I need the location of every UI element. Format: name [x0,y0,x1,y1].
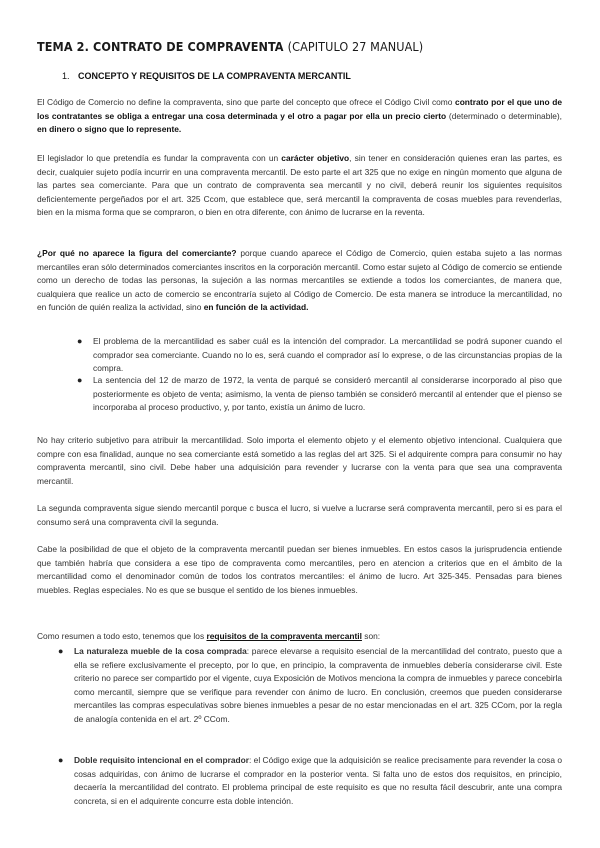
text-run: El legislador lo que pretendía es fundar la compraventa con un [37,153,282,163]
text-run-bold: carácter objetivo [281,153,350,163]
paragraph-resumen-requisitos [37,630,562,644]
text-run: : parece elevarse a requisito esencial de la mercantilidad del contrato, puesto que a ella se refiere exclusivamente el precepto, por lo que, en principio, la compraventa de inmuebles debería considerarse civil. Este criterio no parece ser compartido por el vigente, cuya Exposición de Motivos menciona la compra de inmuebles y parece concebirla como mercantil, siempre que se verifique para revender con ánimo de lucro. En conclusión, creemos que pueden considerarse mercantiles las compras especulativas sobre bienes inmuebles a pesar de no estar mencionadas en el art. 325 CCom, por la regla de analogía contenida en el art. 2º CCom. [74,646,562,724]
text-run-bold: en dinero o signo que lo represente. [37,124,182,135]
text-run-bold: contrato por el que uno de los contratantes se obliga a entregar una cosa determinada y el otro a pagar por ella un precio cierto [37,97,562,121]
bullet-icon: ● [58,755,64,765]
section-heading [62,71,351,81]
text-run: Como resumen a todo esto, tenemos que los [37,631,207,641]
bullet-icon: ● [58,646,64,656]
text-run: porque cuando aparece el Código de Comercio, quien estaba sujeto a las normas mercantiles eran sólo determinados comerciantes inscritos en la corporación mercantil. Como estar sujeto al Código de comercio se entiende como un derecho de todas las personas, la sujeción a las normas mercantiles se extiende a todos los comerciantes, de manera que, cualquiera que realice un acto de comercio se encontraría sujeto al Código de Comercio. De esta manera se introduce la mercantilidad, no en función de quién realiza la actividad, sino [37,248,562,313]
bullet-icon: ● [77,375,83,385]
paragraph-bienes-inmuebles: Cabe la posibilidad de que el objeto de la compraventa mercantil puedan ser bienes inmuebles. En estos casos la jurisprudencia entiende que también habría que considera a ese tipo de compraventa como mercantiles, pero en atencion a criterios que en el ámbito de la mercantilidad como el denominador común de todos los contratos mercantiles: el ánimo de lucro. Art 325-345. Pensadas para bienes muebles. Reglas especiales. No es que se busque el sentido de los bienes inmuebles. [37,544,562,595]
text-run-bold: Doble requisito intencional en el comprador [74,755,250,765]
title-subtitle: (CAPITULO 27 MANUAL) [287,39,424,54]
text-run-bold: en función de la actividad. [203,302,309,313]
text-run-underlined: requisitos de la compraventa mercantil [206,631,362,641]
text-run: , sin tener en consideración quienes eran las partes, es decir, cualquier sujeto podía incurrir en una compraventa mercantil. De esto parte el art 325 que no exige en ningún momento que alguna de las partes sea comerciante. Para que un contrato de compraventa sea mercantil y no civil, deberá reunir los siguientes requisitos deficientemente pergeñados por el art. 325 Ccom, que establece que, será mercantil la compraventa de cosas muebles para revenderlas, bien en la misma forma que se compraron, o bien en otra diferente, con ánimo de lucrarse en la reventa. [37,153,562,218]
paragraph-figura-comerciante [37,247,562,315]
text-run: : el Código exige que la adquisición se realice precisamente para revender la cosa o cosas adquiridas, con ánimo de lucrarse el comprador en la posterior venta. Si falta uno de estos dos requisitos, en principio, decaería la mercantilidad del contrato. El problema principal de este requisito es que no resulta fácil descubrir, ante una compra concreta, si en el adquirente concurre esta doble intención. [74,755,562,806]
bullet-intencion-comprador: El problema de la mercantilidad es saber cuál es la intención del comprador. La mercantilidad se podrá suponer cuando el comprador sea comerciante. Cuando no lo es, será cuando el comprador así lo exprese, o de las circunstancias propias de la compra. [93,336,562,374]
text-run: son: [361,631,381,641]
text-run: (determinado o determinable), [446,110,563,121]
paragraph-caracter-objetivo [37,152,562,220]
section-heading-text: CONCEPTO Y REQUISITOS DE LA COMPRAVENTA MERCANTIL [78,71,351,81]
section-number: 1. [62,71,70,81]
text-run-bold: ¿Por qué no aparece la figura del comerciante? [37,248,237,258]
text-run-bold: La naturaleza mueble de la cosa comprada [74,646,247,656]
requisito-naturaleza-mueble [74,645,562,727]
paragraph-criterio-subjetivo: No hay criterio subjetivo para atribuir la mercantilidad. Solo importa el elemento objeto y el elemento objetivo intencional. Cualquiera que compre con esa finalidad, aunque no sea comerciante está sometido a las reglas del art 325. Si el adquirente compra para consumir no hay compraventa mercantil, sino civil. Debe haber una adquisición para revender y lucrarse con la venta para que sea una compraventa mercantil. [37,435,562,486]
paragraph-segunda-compraventa: La segunda compraventa sigue siendo mercantil porque c busca el lucro, si vuelve a lucrarse será compraventa mercantil, pero si es para el consumo será una compraventa civil la segunda. [37,503,562,527]
title-main: TEMA 2. CONTRATO DE COMPRAVENTA [37,39,284,54]
text-run: El Código de Comercio no define la compraventa, sino que parte del concepto que ofrece el Código Civil como [37,97,456,107]
bullet-sentencia-1972: La sentencia del 12 de marzo de 1972, la venta de parqué se consideró mercantil al considerarse incorporado al piso que posteriormente es objeto de venta; asimismo, la venta de pienso también se consideró mercantil al entender que el pienso se incorporaba al proceso productivo, y, por tanto, existía un ánimo de lucro. [93,375,562,413]
paragraph-definition [37,96,562,137]
requisito-doble-intencional [74,754,562,808]
document-title [37,39,423,54]
bullet-icon: ● [77,336,83,346]
